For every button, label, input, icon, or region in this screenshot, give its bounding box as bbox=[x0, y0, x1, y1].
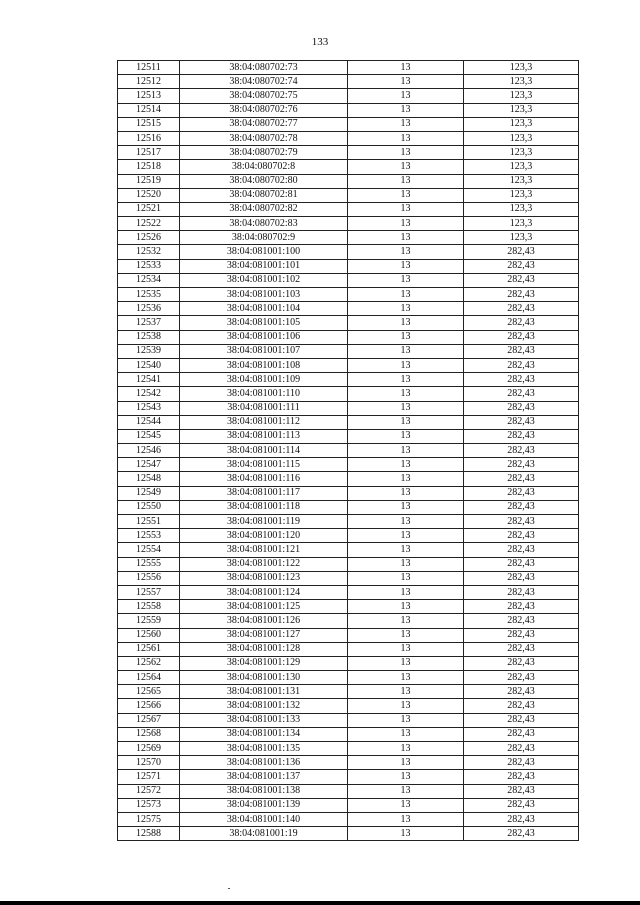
value-cell: 282,43 bbox=[464, 614, 579, 628]
value-cell: 282,43 bbox=[464, 557, 579, 571]
record-number-cell: 12549 bbox=[118, 486, 180, 500]
records-table-body bbox=[118, 61, 579, 841]
table-row bbox=[118, 330, 579, 344]
table-row bbox=[118, 557, 579, 571]
zone-cell: 13 bbox=[348, 103, 464, 117]
scan-bottom-edge bbox=[0, 901, 640, 905]
zone-cell: 13 bbox=[348, 784, 464, 798]
zone-cell: 13 bbox=[348, 798, 464, 812]
value-cell: 282,43 bbox=[464, 600, 579, 614]
value-cell: 123,3 bbox=[464, 89, 579, 103]
record-number-cell: 12567 bbox=[118, 713, 180, 727]
zone-cell: 13 bbox=[348, 713, 464, 727]
value-cell: 123,3 bbox=[464, 188, 579, 202]
table-row bbox=[118, 444, 579, 458]
record-number-cell: 12557 bbox=[118, 585, 180, 599]
record-number-cell: 12542 bbox=[118, 387, 180, 401]
cadastral-number-cell: 38:04:081001:129 bbox=[180, 656, 348, 670]
cadastral-number-cell: 38:04:081001:132 bbox=[180, 699, 348, 713]
cadastral-number-cell: 38:04:081001:133 bbox=[180, 713, 348, 727]
table-row bbox=[118, 656, 579, 670]
value-cell: 282,43 bbox=[464, 273, 579, 287]
table-row bbox=[118, 61, 579, 75]
zone-cell: 13 bbox=[348, 515, 464, 529]
record-number-cell: 12572 bbox=[118, 784, 180, 798]
table-row bbox=[118, 273, 579, 287]
table-row bbox=[118, 231, 579, 245]
record-number-cell: 12558 bbox=[118, 600, 180, 614]
value-cell: 282,43 bbox=[464, 713, 579, 727]
value-cell: 282,43 bbox=[464, 529, 579, 543]
cadastral-number-cell: 38:04:081001:126 bbox=[180, 614, 348, 628]
table-row bbox=[118, 358, 579, 372]
cadastral-number-cell: 38:04:081001:112 bbox=[180, 415, 348, 429]
record-number-cell: 12559 bbox=[118, 614, 180, 628]
record-number-cell: 12512 bbox=[118, 75, 180, 89]
zone-cell: 13 bbox=[348, 202, 464, 216]
table-row bbox=[118, 784, 579, 798]
zone-cell: 13 bbox=[348, 557, 464, 571]
cadastral-number-cell: 38:04:081001:119 bbox=[180, 515, 348, 529]
zone-cell: 13 bbox=[348, 543, 464, 557]
zone-cell: 13 bbox=[348, 117, 464, 131]
cadastral-number-cell: 38:04:081001:105 bbox=[180, 316, 348, 330]
cadastral-number-cell: 38:04:080702:80 bbox=[180, 174, 348, 188]
value-cell: 282,43 bbox=[464, 500, 579, 514]
record-number-cell: 12521 bbox=[118, 202, 180, 216]
record-number-cell: 12565 bbox=[118, 685, 180, 699]
zone-cell: 13 bbox=[348, 75, 464, 89]
record-number-cell: 12515 bbox=[118, 117, 180, 131]
record-number-cell: 12513 bbox=[118, 89, 180, 103]
value-cell: 282,43 bbox=[464, 628, 579, 642]
zone-cell: 13 bbox=[348, 727, 464, 741]
zone-cell: 13 bbox=[348, 458, 464, 472]
value-cell: 282,43 bbox=[464, 472, 579, 486]
record-number-cell: 12588 bbox=[118, 827, 180, 841]
value-cell: 282,43 bbox=[464, 685, 579, 699]
value-cell: 123,3 bbox=[464, 231, 579, 245]
value-cell: 282,43 bbox=[464, 245, 579, 259]
value-cell: 282,43 bbox=[464, 387, 579, 401]
cadastral-number-cell: 38:04:081001:110 bbox=[180, 387, 348, 401]
scan-speck bbox=[228, 888, 230, 889]
table-row bbox=[118, 174, 579, 188]
record-number-cell: 12550 bbox=[118, 500, 180, 514]
record-number-cell: 12555 bbox=[118, 557, 180, 571]
value-cell: 282,43 bbox=[464, 330, 579, 344]
value-cell: 123,3 bbox=[464, 61, 579, 75]
value-cell: 282,43 bbox=[464, 742, 579, 756]
table-row bbox=[118, 146, 579, 160]
cadastral-number-cell: 38:04:080702:82 bbox=[180, 202, 348, 216]
record-number-cell: 12526 bbox=[118, 231, 180, 245]
value-cell: 282,43 bbox=[464, 827, 579, 841]
table-row bbox=[118, 515, 579, 529]
cadastral-number-cell: 38:04:081001:115 bbox=[180, 458, 348, 472]
cadastral-number-cell: 38:04:080702:77 bbox=[180, 117, 348, 131]
zone-cell: 13 bbox=[348, 61, 464, 75]
records-table bbox=[117, 60, 579, 841]
record-number-cell: 12535 bbox=[118, 288, 180, 302]
record-number-cell: 12540 bbox=[118, 358, 180, 372]
table-row bbox=[118, 217, 579, 231]
table-row bbox=[118, 316, 579, 330]
table-row bbox=[118, 117, 579, 131]
record-number-cell: 12518 bbox=[118, 160, 180, 174]
zone-cell: 13 bbox=[348, 429, 464, 443]
record-number-cell: 12533 bbox=[118, 259, 180, 273]
zone-cell: 13 bbox=[348, 656, 464, 670]
cadastral-number-cell: 38:04:081001:114 bbox=[180, 444, 348, 458]
zone-cell: 13 bbox=[348, 231, 464, 245]
table-row bbox=[118, 373, 579, 387]
zone-cell: 13 bbox=[348, 770, 464, 784]
value-cell: 282,43 bbox=[464, 770, 579, 784]
table-row bbox=[118, 798, 579, 812]
zone-cell: 13 bbox=[348, 273, 464, 287]
table-row bbox=[118, 770, 579, 784]
record-number-cell: 12562 bbox=[118, 656, 180, 670]
cadastral-number-cell: 38:04:081001:127 bbox=[180, 628, 348, 642]
table-row bbox=[118, 727, 579, 741]
record-number-cell: 12556 bbox=[118, 571, 180, 585]
record-number-cell: 12511 bbox=[118, 61, 180, 75]
table-row bbox=[118, 699, 579, 713]
table-row bbox=[118, 401, 579, 415]
zone-cell: 13 bbox=[348, 401, 464, 415]
cadastral-number-cell: 38:04:081001:101 bbox=[180, 259, 348, 273]
table-row bbox=[118, 756, 579, 770]
value-cell: 282,43 bbox=[464, 401, 579, 415]
record-number-cell: 12545 bbox=[118, 429, 180, 443]
zone-cell: 13 bbox=[348, 827, 464, 841]
zone-cell: 13 bbox=[348, 415, 464, 429]
cadastral-number-cell: 38:04:081001:109 bbox=[180, 373, 348, 387]
zone-cell: 13 bbox=[348, 288, 464, 302]
record-number-cell: 12568 bbox=[118, 727, 180, 741]
cadastral-number-cell: 38:04:080702:79 bbox=[180, 146, 348, 160]
cadastral-number-cell: 38:04:080702:73 bbox=[180, 61, 348, 75]
cadastral-number-cell: 38:04:080702:83 bbox=[180, 217, 348, 231]
value-cell: 123,3 bbox=[464, 117, 579, 131]
cadastral-number-cell: 38:04:080702:81 bbox=[180, 188, 348, 202]
zone-cell: 13 bbox=[348, 245, 464, 259]
record-number-cell: 12573 bbox=[118, 798, 180, 812]
cadastral-number-cell: 38:04:081001:106 bbox=[180, 330, 348, 344]
record-number-cell: 12569 bbox=[118, 742, 180, 756]
table-row bbox=[118, 103, 579, 117]
table-row bbox=[118, 344, 579, 358]
record-number-cell: 12548 bbox=[118, 472, 180, 486]
cadastral-number-cell: 38:04:081001:111 bbox=[180, 401, 348, 415]
cadastral-number-cell: 38:04:081001:138 bbox=[180, 784, 348, 798]
table-row bbox=[118, 415, 579, 429]
cadastral-number-cell: 38:04:081001:130 bbox=[180, 671, 348, 685]
zone-cell: 13 bbox=[348, 742, 464, 756]
cadastral-number-cell: 38:04:080702:74 bbox=[180, 75, 348, 89]
value-cell: 123,3 bbox=[464, 217, 579, 231]
cadastral-number-cell: 38:04:081001:140 bbox=[180, 812, 348, 826]
cadastral-number-cell: 38:04:081001:131 bbox=[180, 685, 348, 699]
record-number-cell: 12538 bbox=[118, 330, 180, 344]
zone-cell: 13 bbox=[348, 812, 464, 826]
zone-cell: 13 bbox=[348, 259, 464, 273]
table-row bbox=[118, 614, 579, 628]
zone-cell: 13 bbox=[348, 302, 464, 316]
record-number-cell: 12570 bbox=[118, 756, 180, 770]
value-cell: 123,3 bbox=[464, 174, 579, 188]
zone-cell: 13 bbox=[348, 146, 464, 160]
zone-cell: 13 bbox=[348, 756, 464, 770]
value-cell: 282,43 bbox=[464, 486, 579, 500]
table-row bbox=[118, 259, 579, 273]
table-row bbox=[118, 713, 579, 727]
value-cell: 282,43 bbox=[464, 671, 579, 685]
zone-cell: 13 bbox=[348, 685, 464, 699]
record-number-cell: 12522 bbox=[118, 217, 180, 231]
cadastral-number-cell: 38:04:081001:113 bbox=[180, 429, 348, 443]
cadastral-number-cell: 38:04:080702:76 bbox=[180, 103, 348, 117]
record-number-cell: 12546 bbox=[118, 444, 180, 458]
table-row bbox=[118, 89, 579, 103]
value-cell: 282,43 bbox=[464, 444, 579, 458]
value-cell: 282,43 bbox=[464, 812, 579, 826]
zone-cell: 13 bbox=[348, 316, 464, 330]
zone-cell: 13 bbox=[348, 444, 464, 458]
cadastral-number-cell: 38:04:081001:135 bbox=[180, 742, 348, 756]
value-cell: 282,43 bbox=[464, 798, 579, 812]
record-number-cell: 12541 bbox=[118, 373, 180, 387]
cadastral-number-cell: 38:04:081001:102 bbox=[180, 273, 348, 287]
value-cell: 282,43 bbox=[464, 756, 579, 770]
cadastral-number-cell: 38:04:081001:139 bbox=[180, 798, 348, 812]
record-number-cell: 12566 bbox=[118, 699, 180, 713]
value-cell: 282,43 bbox=[464, 429, 579, 443]
table-row bbox=[118, 472, 579, 486]
table-row bbox=[118, 585, 579, 599]
value-cell: 282,43 bbox=[464, 358, 579, 372]
value-cell: 282,43 bbox=[464, 656, 579, 670]
record-number-cell: 12564 bbox=[118, 671, 180, 685]
zone-cell: 13 bbox=[348, 373, 464, 387]
table-row bbox=[118, 486, 579, 500]
record-number-cell: 12571 bbox=[118, 770, 180, 784]
value-cell: 282,43 bbox=[464, 373, 579, 387]
zone-cell: 13 bbox=[348, 500, 464, 514]
record-number-cell: 12553 bbox=[118, 529, 180, 543]
record-number-cell: 12539 bbox=[118, 344, 180, 358]
zone-cell: 13 bbox=[348, 89, 464, 103]
cadastral-number-cell: 38:04:081001:108 bbox=[180, 358, 348, 372]
value-cell: 123,3 bbox=[464, 131, 579, 145]
record-number-cell: 12534 bbox=[118, 273, 180, 287]
table-row bbox=[118, 458, 579, 472]
record-number-cell: 12543 bbox=[118, 401, 180, 415]
value-cell: 282,43 bbox=[464, 585, 579, 599]
value-cell: 282,43 bbox=[464, 543, 579, 557]
zone-cell: 13 bbox=[348, 486, 464, 500]
zone-cell: 13 bbox=[348, 699, 464, 713]
cadastral-number-cell: 38:04:081001:121 bbox=[180, 543, 348, 557]
zone-cell: 13 bbox=[348, 571, 464, 585]
cadastral-number-cell: 38:04:081001:19 bbox=[180, 827, 348, 841]
value-cell: 282,43 bbox=[464, 259, 579, 273]
record-number-cell: 12514 bbox=[118, 103, 180, 117]
cadastral-number-cell: 38:04:081001:125 bbox=[180, 600, 348, 614]
cadastral-number-cell: 38:04:080702:8 bbox=[180, 160, 348, 174]
zone-cell: 13 bbox=[348, 217, 464, 231]
value-cell: 282,43 bbox=[464, 699, 579, 713]
cadastral-number-cell: 38:04:081001:124 bbox=[180, 585, 348, 599]
zone-cell: 13 bbox=[348, 174, 464, 188]
table-row bbox=[118, 302, 579, 316]
table-row bbox=[118, 812, 579, 826]
table-row bbox=[118, 628, 579, 642]
zone-cell: 13 bbox=[348, 330, 464, 344]
zone-cell: 13 bbox=[348, 387, 464, 401]
table-row bbox=[118, 188, 579, 202]
record-number-cell: 12554 bbox=[118, 543, 180, 557]
record-number-cell: 12532 bbox=[118, 245, 180, 259]
cadastral-number-cell: 38:04:081001:107 bbox=[180, 344, 348, 358]
value-cell: 282,43 bbox=[464, 571, 579, 585]
value-cell: 282,43 bbox=[464, 302, 579, 316]
value-cell: 282,43 bbox=[464, 344, 579, 358]
zone-cell: 13 bbox=[348, 131, 464, 145]
cadastral-number-cell: 38:04:081001:116 bbox=[180, 472, 348, 486]
value-cell: 123,3 bbox=[464, 103, 579, 117]
table-row bbox=[118, 742, 579, 756]
zone-cell: 13 bbox=[348, 614, 464, 628]
cadastral-number-cell: 38:04:081001:134 bbox=[180, 727, 348, 741]
table-row bbox=[118, 543, 579, 557]
cadastral-number-cell: 38:04:080702:78 bbox=[180, 131, 348, 145]
table-row bbox=[118, 671, 579, 685]
cadastral-number-cell: 38:04:081001:117 bbox=[180, 486, 348, 500]
value-cell: 123,3 bbox=[464, 146, 579, 160]
cadastral-number-cell: 38:04:081001:137 bbox=[180, 770, 348, 784]
record-number-cell: 12561 bbox=[118, 642, 180, 656]
value-cell: 123,3 bbox=[464, 202, 579, 216]
value-cell: 282,43 bbox=[464, 415, 579, 429]
record-number-cell: 12537 bbox=[118, 316, 180, 330]
record-number-cell: 12516 bbox=[118, 131, 180, 145]
zone-cell: 13 bbox=[348, 585, 464, 599]
zone-cell: 13 bbox=[348, 642, 464, 656]
table-row bbox=[118, 160, 579, 174]
table-row bbox=[118, 500, 579, 514]
record-number-cell: 12560 bbox=[118, 628, 180, 642]
record-number-cell: 12536 bbox=[118, 302, 180, 316]
zone-cell: 13 bbox=[348, 160, 464, 174]
zone-cell: 13 bbox=[348, 188, 464, 202]
record-number-cell: 12544 bbox=[118, 415, 180, 429]
table-row bbox=[118, 288, 579, 302]
value-cell: 282,43 bbox=[464, 515, 579, 529]
value-cell: 123,3 bbox=[464, 75, 579, 89]
table-row bbox=[118, 387, 579, 401]
value-cell: 282,43 bbox=[464, 727, 579, 741]
value-cell: 282,43 bbox=[464, 316, 579, 330]
cadastral-number-cell: 38:04:081001:104 bbox=[180, 302, 348, 316]
record-number-cell: 12551 bbox=[118, 515, 180, 529]
table-row bbox=[118, 75, 579, 89]
cadastral-number-cell: 38:04:081001:100 bbox=[180, 245, 348, 259]
zone-cell: 13 bbox=[348, 600, 464, 614]
table-row bbox=[118, 685, 579, 699]
cadastral-number-cell: 38:04:081001:136 bbox=[180, 756, 348, 770]
cadastral-number-cell: 38:04:080702:9 bbox=[180, 231, 348, 245]
zone-cell: 13 bbox=[348, 529, 464, 543]
value-cell: 282,43 bbox=[464, 458, 579, 472]
zone-cell: 13 bbox=[348, 358, 464, 372]
value-cell: 282,43 bbox=[464, 642, 579, 656]
table-row bbox=[118, 642, 579, 656]
table-row bbox=[118, 429, 579, 443]
cadastral-number-cell: 38:04:080702:75 bbox=[180, 89, 348, 103]
zone-cell: 13 bbox=[348, 671, 464, 685]
cadastral-number-cell: 38:04:081001:122 bbox=[180, 557, 348, 571]
page-number: 133 bbox=[311, 36, 329, 48]
table-row bbox=[118, 202, 579, 216]
table-row bbox=[118, 827, 579, 841]
table-row bbox=[118, 529, 579, 543]
table-row bbox=[118, 245, 579, 259]
cadastral-number-cell: 38:04:081001:118 bbox=[180, 500, 348, 514]
value-cell: 123,3 bbox=[464, 160, 579, 174]
record-number-cell: 12520 bbox=[118, 188, 180, 202]
record-number-cell: 12517 bbox=[118, 146, 180, 160]
table-row bbox=[118, 571, 579, 585]
cadastral-number-cell: 38:04:081001:123 bbox=[180, 571, 348, 585]
record-number-cell: 12575 bbox=[118, 812, 180, 826]
cadastral-number-cell: 38:04:081001:128 bbox=[180, 642, 348, 656]
table-row bbox=[118, 600, 579, 614]
zone-cell: 13 bbox=[348, 344, 464, 358]
value-cell: 282,43 bbox=[464, 288, 579, 302]
zone-cell: 13 bbox=[348, 628, 464, 642]
table-row bbox=[118, 131, 579, 145]
value-cell: 282,43 bbox=[464, 784, 579, 798]
record-number-cell: 12519 bbox=[118, 174, 180, 188]
cadastral-number-cell: 38:04:081001:103 bbox=[180, 288, 348, 302]
zone-cell: 13 bbox=[348, 472, 464, 486]
cadastral-number-cell: 38:04:081001:120 bbox=[180, 529, 348, 543]
record-number-cell: 12547 bbox=[118, 458, 180, 472]
